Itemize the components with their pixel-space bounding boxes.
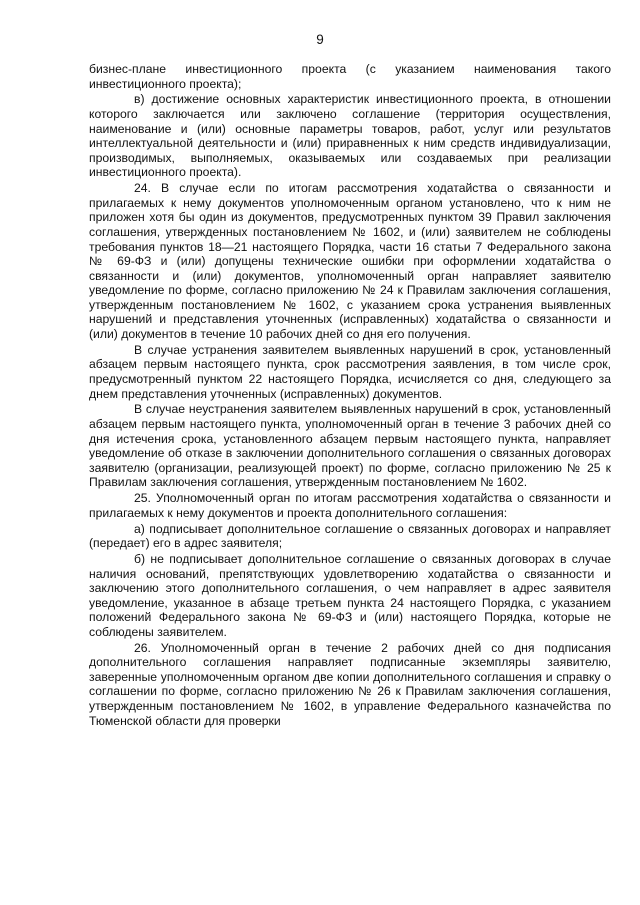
paragraph: в) достижение основных характеристик инвестиционного проекта, в отношении которого заключается или заключено соглашение (территория осуществления, наименование и (или) основные параметры товаров, работ, услуг или результатов интеллектуальной деятельности и (или) приравненных к ним средств индивидуализации, производимых, выполняемых, оказываемых или создаваемых при реализации инвестиционного проекта). <box>89 92 611 180</box>
paragraph: бизнес-плане инвестиционного проекта (с указанием наименования такого инвестиционного проекта); <box>89 62 611 91</box>
paragraph: В случае неустранения заявителем выявленных нарушений в срок, установленный абзацем первым настоящего пункта, уполномоченный орган в течение 3 рабочих дней со дня истечения срока, установленного абзацем первым настоящего пункта, направляет уведомление об отказе в заключении дополнительного соглашения о связанных договорах заявителю (организации, реализующей проект) по форме, согласно приложению № 25 к Правилам заключения соглашения, утвержденным постановлением № 1602. <box>89 402 611 490</box>
paragraph: а) подписывает дополнительное соглашение о связанных договорах и направляет (передает) его в адрес заявителя; <box>89 521 611 551</box>
paragraph: 25. Уполномоченный орган по итогам рассмотрения ходатайства о связанности и прилагаемых к нему документов и проекта дополнительного соглашения: <box>89 491 611 520</box>
paragraph: 24. В случае если по итогам рассмотрения ходатайства о связанности и прилагаемых к нему документов уполномоченным органом установлено, что к ним не приложен хотя бы один из документов, предусмотренных пунктом 39 Правил заключения соглашения, утвержденных постановлением № 1602, и (или) заявителем не соблюдены требования пунктов 18—21 настоящего Порядка, части 16 статьи 7 Федерального закона № 69-ФЗ и (или) допущены технические ошибки при оформлении ходатайства о связанности и (или) документов, уполномоченный орган направляет заявителю уведомление по форме, согласно приложению № 24 к Правилам заключения соглашения, утвержденным постановлением № 1602, с указанием срока устранения выявленных нарушений и представления уточненных (исправленных) ходатайства о связанности и (или) документов в течение 10 рабочих дней со дня его получения. <box>89 181 611 342</box>
paragraph: б) не подписывает дополнительное соглашение о связанных договорах в случае наличия оснований, препятствующих удовлетворению ходатайства о связанности и заключению этого дополнительного соглашения, о чем направляет в адрес заявителя уведомление, указанное в абзаце третьем пункта 24 настоящего Порядка, с указанием положений Федерального закона № 69-ФЗ и (или) настоящего Порядка, которые не соблюдены заявителем. <box>89 551 611 639</box>
document-body <box>89 62 611 729</box>
paragraph: В случае устранения заявителем выявленных нарушений в срок, установленный абзацем первым настоящего пункта, срок рассмотрения заявления, в том числе срок, предусмотренный пунктом 22 настоящего Порядка, исчисляется со дня, следующего за днем представления уточненных (исправленных) документов. <box>89 342 611 401</box>
paragraph: 26. Уполномоченный орган в течение 2 рабочих дней со дня подписания дополнительного соглашения направляет подписанные экземпляры заявителю, заверенные уполномоченным органом две копии дополнительного соглашения и справку о соглашении по форме, согласно приложению № 26 к Правилам заключения соглашения, утвержденным постановлением № 1602, в управление Федерального казначейства по Тюменской области для проверки <box>89 640 611 728</box>
page-number: 9 <box>316 32 324 47</box>
